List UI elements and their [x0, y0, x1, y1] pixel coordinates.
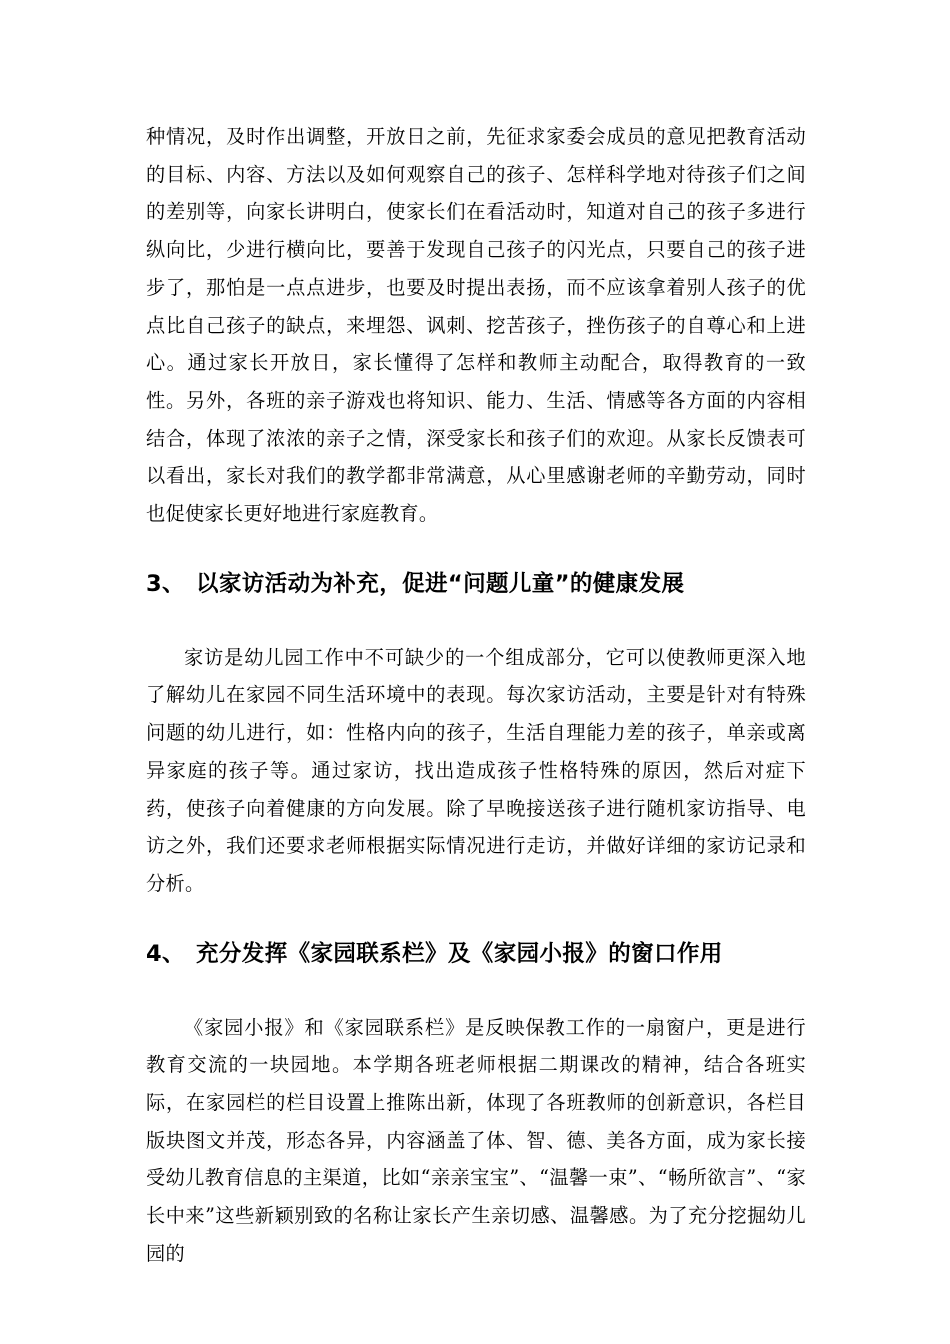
section-number: 4、: [146, 940, 185, 967]
body-paragraph: 家访是幼儿园工作中不可缺少的一个组成部分，它可以使教师更深入地了解幼儿在家园不同生活环境中的表现。每次家访活动，主要是针对有特殊问题的幼儿进行，如：性格内向的孩子，生活自理能力差的孩子，单亲或离异家庭的孩子等。通过家访，找出造成孩子性格特殊的原因，然后对症下药，使孩子向着健康的方向发展。除了早晚接送孩子进行随机家访指导、电访之外，我们还要求老师根据实际情况进行走访，并做好详细的家访记录和分析。: [146, 645, 806, 895]
section-title: 以家访活动为补充，促进“问题儿童”的健康发展: [196, 570, 685, 597]
document-page: [146, 118, 806, 1273]
section-heading: [146, 937, 806, 971]
section-title: 充分发挥《家园联系栏》及《家园小报》的窗口作用: [196, 940, 723, 967]
body-paragraph: 种情况，及时作出调整，开放日之前，先征求家委会成员的意见把教育活动的目标、内容、方法以及如何观察自己的孩子、怎样科学地对待孩子们之间的差别等，向家长讲明白，使家长们在看活动时，知道对自己的孩子多进行纵向比，少进行横向比，要善于发现自己孩子的闪光点，只要自己的孩子进步了，那怕是一点点进步，也要及时提出表扬，而不应该拿着别人孩子的优点比自己孩子的缺点，来埋怨、讽刺、挖苦孩子，挫伤孩子的自尊心和上进心。通过家长开放日，家长懂得了怎样和教师主动配合，取得教育的一致性。另外，各班的亲子游戏也将知识、能力、生活、情感等各方面的内容相结合，体现了浓浓的亲子之情，深受家长和孩子们的欢迎。从家长反馈表可以看出，家长对我们的教学都非常满意，从心里感谢老师的辛勤劳动，同时也促使家长更好地进行家庭教育。: [146, 125, 806, 526]
section-heading: [146, 567, 806, 601]
section-number: 3、: [146, 570, 185, 597]
body-paragraph: 《家园小报》和《家园联系栏》是反映保教工作的一扇窗户，更是进行教育交流的一块园地。本学期各班老师根据二期课改的精神，结合各班实际，在家园栏的栏目设置上推陈出新，体现了各班教师的创新意识，各栏目版块图文并茂，形态各异，内容涵盖了体、智、德、美各方面，成为家长接受幼儿教育信息的主渠道，比如“亲亲宝宝”、“温馨一束”、“畅所欲言”、“家长中来”这些新颖别致的名称让家长产生亲切感、温馨感。为了充分挖掘幼儿园的: [146, 1015, 806, 1265]
